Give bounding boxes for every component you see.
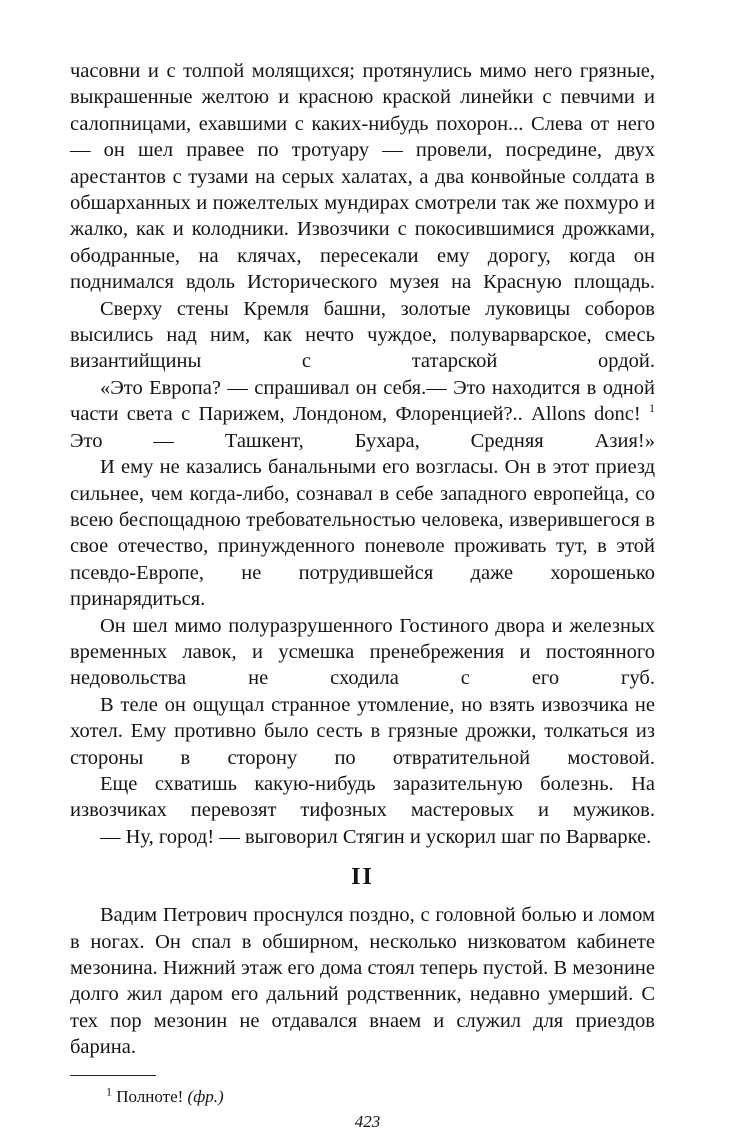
footnote-language-note: (фр.) [187,1086,224,1106]
book-page [70,58,655,1132]
footnote-divider [70,1075,156,1076]
paragraph-1: часовни и с толпой молящихся; протянулись мимо него грязные, выкрашенные желтою и красною краской линейки с певчими и салопницами, ехавшими с каких-нибудь похорон... Слева от него — он шел правее по тротуару — провели, посредине, двух арестантов с тузами на серых халатах, а два конвойные солдата в обшарханных и пожелтелых мундирах смотрели так же похмуро и жалко, как и колодники. Извозчики с покосившимися дрожками, ободранные, на клячах, пересекали ему дорогу, когда он поднимался вдоль Исторического музея на Красную площадь. [70,60,655,294]
paragraph-7: Еще схватишь какую-нибудь заразительную болезнь. На извозчиках перевозят тифозных мастеровых и мужиков. [70,772,655,822]
footnote-marker: 1 [106,1083,112,1098]
footnote-text: Полноте! [116,1086,184,1106]
paragraph-8: — Ну, город! — выговорил Стягин и ускорил шаг по Варварке. [100,825,652,848]
paragraph-3-part-1: «Это Европа? — спрашивал он себя.— Это находится в одной части света с Парижем, Лондоном, Флоренцией?.. Allons donc! [70,376,655,426]
paragraph-9: Вадим Петрович проснулся поздно, с головной болью и ломом в ногах. Он спал в обширном, несколько низковатом кабинете мезонина. Нижний этаж его дома стоял теперь пустой. В мезонине долго жил даром его дальний родственник, недавно умерший. С тех пор мезонин не отдавался внаем и служил для приездов барина. [70,904,655,1059]
paragraph-6: В теле он ощущал странное утомление, но взять извозчика не хотел. Ему противно было сесть в грязные дрожки, толкаться из стороны в сторону по отвратительной мостовой. [70,693,655,769]
footnote-reference: 1 [649,401,655,416]
page-number: 423 [354,1111,381,1131]
paragraph-3-part-2: Это — Ташкент, Бухара, Средняя Азия!» [70,429,655,452]
footnote [70,1083,655,1108]
paragraph-4: И ему не казались банальными его возгласы. Он в этот приезд сильнее, чем когда-либо, сознавал в себе западного европейца, со всею беспощадною требовательностью человека, изверившегося в свое отечество, принужденного поневоле проживать тут, в этой псевдо-Европе, не потрудившейся даже хорошенько принарядиться. [70,456,655,611]
paragraph-2: Сверху стены Кремля башни, золотые луковицы соборов высились над ним, как нечто чуждое, полуварварское, смесь византийщины с татарской ордой. [70,297,655,373]
paragraph-3 [70,375,655,454]
chapter-heading: II [351,864,374,891]
paragraph-5: Он шел мимо полуразрушенного Гостиного двора и железных временных лавок, и усмешка пренебрежения и постоянного недовольства не сходила с его губ. [70,614,655,690]
